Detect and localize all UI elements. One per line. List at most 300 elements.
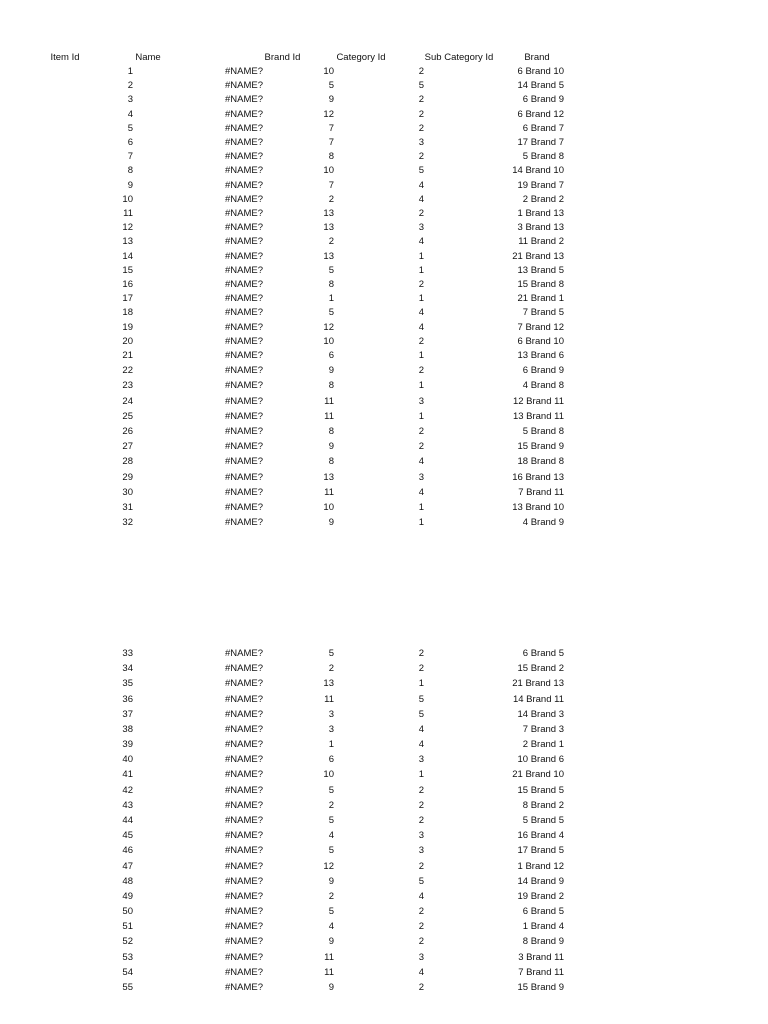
category-id-cell: 3 [418, 951, 424, 963]
table-row [0, 708, 768, 722]
brand-cell: 1 Brand 13 [517, 208, 564, 219]
name-cell: #NAME? [225, 739, 264, 751]
item-id-cell: 52 [122, 936, 133, 948]
category-id-cell: 2 [418, 426, 424, 437]
brand-cell: 18 Brand 8 [517, 456, 564, 468]
brand-cell: 15 Brand 9 [517, 982, 564, 993]
category-id-cell: 4 [418, 193, 424, 205]
category-id-cell: 3 [418, 830, 424, 842]
name-cell: #NAME? [225, 441, 264, 453]
item-id-cell: 25 [122, 410, 133, 422]
name-cell: #NAME? [225, 456, 264, 468]
category-id-cell: 5 [418, 693, 424, 705]
name-cell: #NAME? [225, 80, 264, 92]
table-row [0, 395, 768, 409]
category-id-cell: 4 [418, 723, 424, 735]
name-cell: #NAME? [225, 179, 264, 191]
brand-id-cell: 13 [323, 208, 334, 219]
item-id-cell: 35 [122, 678, 133, 690]
brand-cell: 21 Brand 1 [517, 293, 564, 305]
brand-id-cell: 6 [328, 754, 334, 766]
brand-cell: 2 Brand 1 [522, 739, 564, 751]
brand-cell: 21 Brand 13 [512, 250, 564, 262]
category-id-cell: 1 [418, 264, 424, 276]
name-cell: #NAME? [225, 122, 264, 134]
table-row [0, 108, 768, 122]
item-id-cell: 37 [122, 708, 133, 720]
brand-cell: 8 Brand 2 [522, 799, 564, 811]
category-id-cell: 2 [418, 365, 424, 377]
name-cell: #NAME? [225, 982, 264, 993]
item-id-cell: 28 [122, 456, 133, 468]
brand-id-cell: 2 [328, 799, 334, 811]
brand-cell: 15 Brand 9 [517, 441, 564, 453]
name-cell: #NAME? [225, 936, 264, 948]
category-id-cell: 2 [418, 648, 424, 659]
item-id-cell: 42 [122, 784, 133, 796]
brand-cell: 4 Brand 9 [522, 517, 564, 529]
category-id-cell: 4 [418, 179, 424, 191]
name-cell: #NAME? [225, 350, 264, 361]
table-row [0, 250, 768, 264]
brand-id-cell: 2 [328, 890, 334, 902]
table-row [0, 814, 768, 828]
name-cell: #NAME? [225, 799, 264, 811]
brand-cell: 6 Brand 5 [522, 906, 564, 918]
item-id-cell: 43 [122, 799, 133, 811]
name-cell: #NAME? [225, 648, 264, 659]
table-row [0, 278, 768, 292]
brand-cell: 8 Brand 9 [522, 936, 564, 948]
brand-cell: 17 Brand 5 [517, 845, 564, 857]
item-id-cell: 15 [122, 264, 133, 276]
brand-id-cell: 9 [328, 982, 334, 993]
brand-id-cell: 3 [328, 723, 334, 735]
brand-cell: 21 Brand 10 [512, 769, 564, 781]
category-id-cell: 2 [418, 815, 424, 826]
category-id-cell: 1 [418, 293, 424, 305]
item-id-cell: 7 [127, 151, 133, 163]
category-id-cell: 2 [418, 799, 424, 811]
category-id-cell: 5 [418, 875, 424, 887]
category-id-cell: 2 [418, 921, 424, 933]
brand-id-cell: 9 [328, 517, 334, 529]
table-row [0, 264, 768, 278]
brand-cell: 7 Brand 11 [518, 486, 564, 498]
table-row [0, 193, 768, 207]
table-row [0, 425, 768, 439]
category-id-cell: 1 [418, 678, 424, 690]
category-id-cell: 2 [418, 208, 424, 219]
name-cell: #NAME? [225, 380, 264, 392]
category-id-cell: 2 [418, 94, 424, 106]
brand-id-cell: 8 [328, 279, 334, 290]
name-cell: #NAME? [225, 921, 264, 933]
item-id-cell: 1 [127, 66, 133, 77]
brand-cell: 4 Brand 8 [522, 380, 564, 392]
item-id-cell: 13 [122, 236, 133, 248]
table-row [0, 379, 768, 393]
item-id-cell: 16 [122, 279, 133, 290]
brand-cell: 19 Brand 2 [517, 890, 564, 902]
brand-cell: 14 Brand 10 [512, 165, 564, 177]
category-id-cell: 1 [418, 517, 424, 529]
table-row [0, 799, 768, 813]
name-cell: #NAME? [225, 830, 264, 842]
brand-id-cell: 2 [328, 663, 334, 675]
item-id-cell: 18 [122, 307, 133, 319]
brand-cell: 3 Brand 11 [518, 951, 564, 963]
table-row [0, 335, 768, 349]
item-id-cell: 47 [122, 860, 133, 872]
name-cell: #NAME? [225, 410, 264, 422]
table-row [0, 321, 768, 335]
item-id-cell: 23 [122, 380, 133, 392]
brand-id-cell: 2 [328, 193, 334, 205]
table-row [0, 471, 768, 485]
category-id-cell: 4 [418, 321, 424, 333]
table-row [0, 844, 768, 858]
header-name: Name [135, 52, 161, 63]
item-id-cell: 41 [122, 769, 133, 781]
category-id-cell: 4 [418, 307, 424, 319]
brand-id-cell: 8 [328, 456, 334, 468]
brand-id-cell: 12 [323, 321, 334, 333]
table-row [0, 860, 768, 874]
item-id-cell: 54 [122, 966, 133, 978]
name-cell: #NAME? [225, 307, 264, 319]
brand-id-cell: 3 [328, 708, 334, 720]
item-id-cell: 3 [127, 94, 133, 106]
category-id-cell: 4 [418, 456, 424, 468]
category-id-cell: 1 [418, 410, 424, 422]
brand-id-cell: 8 [328, 426, 334, 437]
brand-id-cell: 10 [323, 769, 334, 781]
brand-cell: 14 Brand 5 [517, 80, 564, 92]
name-cell: #NAME? [225, 723, 264, 735]
name-cell: #NAME? [225, 293, 264, 305]
name-cell: #NAME? [225, 222, 264, 234]
item-id-cell: 49 [122, 890, 133, 902]
name-cell: #NAME? [225, 321, 264, 333]
header-brand: Brand [524, 52, 550, 63]
brand-cell: 13 Brand 5 [517, 264, 564, 276]
name-cell: #NAME? [225, 951, 264, 963]
brand-id-cell: 13 [323, 222, 334, 234]
item-id-cell: 21 [122, 350, 133, 361]
name-cell: #NAME? [225, 165, 264, 177]
brand-cell: 15 Brand 8 [517, 279, 564, 290]
brand-id-cell: 11 [324, 410, 334, 422]
category-id-cell: 2 [418, 906, 424, 918]
brand-cell: 15 Brand 2 [517, 663, 564, 675]
category-id-cell: 3 [418, 222, 424, 234]
brand-cell: 5 Brand 5 [522, 815, 564, 826]
table-row [0, 179, 768, 193]
brand-id-cell: 9 [328, 365, 334, 377]
item-id-cell: 55 [122, 982, 133, 993]
category-id-cell: 2 [418, 936, 424, 948]
brand-id-cell: 6 [328, 350, 334, 361]
category-id-cell: 3 [418, 137, 424, 148]
brand-id-cell: 10 [323, 502, 334, 513]
brand-cell: 7 Brand 12 [517, 321, 564, 333]
item-id-cell: 2 [127, 80, 133, 92]
brand-id-cell: 11 [324, 486, 334, 498]
table-row [0, 905, 768, 919]
table-row [0, 784, 768, 798]
brand-id-cell: 1 [328, 739, 334, 751]
header-item-id: Item Id [50, 52, 80, 63]
brand-id-cell: 7 [328, 122, 334, 134]
brand-cell: 7 Brand 11 [518, 966, 564, 978]
item-id-cell: 44 [122, 815, 133, 826]
item-id-cell: 22 [122, 365, 133, 377]
item-id-cell: 53 [122, 951, 133, 963]
header-row [0, 51, 768, 65]
name-cell: #NAME? [225, 860, 264, 872]
category-id-cell: 4 [418, 236, 424, 248]
item-id-cell: 31 [122, 502, 133, 513]
brand-id-cell: 9 [328, 94, 334, 106]
brand-id-cell: 10 [323, 165, 334, 177]
category-id-cell: 3 [418, 754, 424, 766]
category-id-cell: 1 [418, 769, 424, 781]
name-cell: #NAME? [225, 693, 264, 705]
name-cell: #NAME? [225, 708, 264, 720]
table-row [0, 486, 768, 500]
table-row [0, 306, 768, 320]
table-row [0, 410, 768, 424]
table-row [0, 693, 768, 707]
item-id-cell: 4 [127, 108, 133, 120]
category-id-cell: 2 [418, 982, 424, 993]
name-cell: #NAME? [225, 517, 264, 529]
item-id-cell: 46 [122, 845, 133, 857]
brand-cell: 14 Brand 3 [517, 708, 564, 720]
item-id-cell: 40 [122, 754, 133, 766]
table-row [0, 164, 768, 178]
name-cell: #NAME? [225, 845, 264, 857]
name-cell: #NAME? [225, 502, 264, 513]
table-row [0, 753, 768, 767]
brand-cell: 3 Brand 13 [517, 222, 564, 234]
name-cell: #NAME? [225, 279, 264, 290]
item-id-cell: 19 [122, 321, 133, 333]
category-id-cell: 2 [418, 122, 424, 134]
brand-cell: 6 Brand 7 [522, 122, 564, 134]
name-cell: #NAME? [225, 137, 264, 148]
table-row [0, 738, 768, 752]
table-row [0, 455, 768, 469]
name-cell: #NAME? [225, 208, 264, 219]
item-id-cell: 17 [122, 293, 133, 305]
table-row [0, 890, 768, 904]
item-id-cell: 10 [122, 193, 133, 205]
brand-cell: 5 Brand 8 [522, 426, 564, 437]
brand-cell: 11 Brand 2 [518, 236, 564, 248]
brand-cell: 6 Brand 10 [517, 335, 564, 347]
brand-cell: 10 Brand 6 [517, 754, 564, 766]
category-id-cell: 1 [418, 250, 424, 262]
brand-cell: 19 Brand 7 [517, 179, 564, 191]
header-brand-id: Brand Id [264, 52, 301, 63]
name-cell: #NAME? [225, 193, 264, 205]
brand-id-cell: 11 [324, 693, 334, 705]
item-id-cell: 12 [122, 222, 133, 234]
category-id-cell: 2 [418, 151, 424, 163]
brand-id-cell: 5 [328, 80, 334, 92]
item-id-cell: 32 [122, 517, 133, 529]
brand-cell: 16 Brand 4 [517, 830, 564, 842]
brand-id-cell: 5 [328, 307, 334, 319]
table-row [0, 79, 768, 93]
brand-cell: 13 Brand 10 [512, 502, 564, 513]
name-cell: #NAME? [225, 486, 264, 498]
table-row [0, 951, 768, 965]
name-cell: #NAME? [225, 66, 264, 77]
table-row [0, 136, 768, 150]
table-row [0, 221, 768, 235]
table-row [0, 875, 768, 889]
name-cell: #NAME? [225, 784, 264, 796]
brand-id-cell: 13 [323, 678, 334, 690]
brand-id-cell: 9 [328, 875, 334, 887]
brand-id-cell: 10 [323, 335, 334, 347]
brand-cell: 1 Brand 12 [517, 860, 564, 872]
category-id-cell: 3 [418, 471, 424, 483]
item-id-cell: 48 [122, 875, 133, 887]
category-id-cell: 1 [418, 502, 424, 513]
brand-id-cell: 1 [328, 293, 334, 305]
brand-id-cell: 11 [324, 951, 334, 963]
table-row [0, 501, 768, 515]
brand-id-cell: 7 [328, 179, 334, 191]
item-id-cell: 45 [122, 830, 133, 842]
name-cell: #NAME? [225, 236, 264, 248]
brand-id-cell: 10 [323, 66, 334, 77]
category-id-cell: 2 [418, 66, 424, 77]
item-id-cell: 26 [122, 426, 133, 437]
brand-id-cell: 5 [328, 648, 334, 659]
category-id-cell: 2 [418, 860, 424, 872]
brand-id-cell: 5 [328, 784, 334, 796]
brand-id-cell: 7 [328, 137, 334, 148]
brand-id-cell: 9 [328, 936, 334, 948]
name-cell: #NAME? [225, 663, 264, 675]
brand-cell: 16 Brand 13 [512, 471, 564, 483]
item-id-cell: 29 [122, 471, 133, 483]
item-id-cell: 50 [122, 906, 133, 918]
brand-cell: 2 Brand 2 [522, 193, 564, 205]
brand-id-cell: 8 [328, 380, 334, 392]
brand-id-cell: 5 [328, 264, 334, 276]
category-id-cell: 1 [418, 350, 424, 361]
item-id-cell: 34 [122, 663, 133, 675]
name-cell: #NAME? [225, 754, 264, 766]
category-id-cell: 5 [418, 708, 424, 720]
table-row [0, 829, 768, 843]
category-id-cell: 2 [418, 441, 424, 453]
brand-cell: 17 Brand 7 [517, 137, 564, 148]
name-cell: #NAME? [225, 108, 264, 120]
brand-cell: 1 Brand 4 [522, 921, 564, 933]
brand-cell: 14 Brand 11 [512, 693, 564, 705]
table-row [0, 662, 768, 676]
category-id-cell: 1 [418, 380, 424, 392]
brand-cell: 6 Brand 10 [517, 66, 564, 77]
item-id-cell: 30 [122, 486, 133, 498]
brand-id-cell: 9 [328, 441, 334, 453]
brand-cell: 12 Brand 11 [512, 395, 564, 407]
name-cell: #NAME? [225, 94, 264, 106]
name-cell: #NAME? [225, 875, 264, 887]
table-row [0, 647, 768, 661]
category-id-cell: 3 [418, 845, 424, 857]
brand-id-cell: 5 [328, 845, 334, 857]
name-cell: #NAME? [225, 678, 264, 690]
table-row [0, 723, 768, 737]
brand-id-cell: 4 [328, 830, 334, 842]
name-cell: #NAME? [225, 815, 264, 826]
brand-cell: 14 Brand 9 [517, 875, 564, 887]
table-row [0, 768, 768, 782]
category-id-cell: 4 [418, 966, 424, 978]
category-id-cell: 2 [418, 784, 424, 796]
brand-id-cell: 13 [323, 250, 334, 262]
item-id-cell: 27 [122, 441, 133, 453]
name-cell: #NAME? [225, 151, 264, 163]
name-cell: #NAME? [225, 966, 264, 978]
brand-id-cell: 11 [324, 395, 334, 407]
brand-cell: 21 Brand 13 [512, 678, 564, 690]
item-id-cell: 36 [122, 693, 133, 705]
name-cell: #NAME? [225, 426, 264, 437]
table-row [0, 235, 768, 249]
table-row [0, 364, 768, 378]
category-id-cell: 4 [418, 486, 424, 498]
category-id-cell: 2 [418, 335, 424, 347]
table-row [0, 207, 768, 221]
name-cell: #NAME? [225, 250, 264, 262]
name-cell: #NAME? [225, 365, 264, 377]
name-cell: #NAME? [225, 769, 264, 781]
brand-cell: 15 Brand 5 [517, 784, 564, 796]
table-row [0, 516, 768, 530]
brand-id-cell: 2 [328, 236, 334, 248]
table-row [0, 150, 768, 164]
table-row [0, 122, 768, 136]
item-id-cell: 38 [122, 723, 133, 735]
table-row [0, 440, 768, 454]
name-cell: #NAME? [225, 890, 264, 902]
brand-cell: 13 Brand 11 [512, 410, 564, 422]
brand-cell: 13 Brand 6 [517, 350, 564, 361]
item-id-cell: 9 [127, 179, 133, 191]
brand-cell: 6 Brand 9 [522, 94, 564, 106]
header-category-id: Category Id [336, 52, 386, 63]
category-id-cell: 3 [418, 395, 424, 407]
item-id-cell: 6 [127, 137, 133, 148]
brand-cell: 5 Brand 8 [522, 151, 564, 163]
table-row [0, 966, 768, 980]
table-row [0, 349, 768, 363]
brand-id-cell: 12 [323, 860, 334, 872]
category-id-cell: 5 [418, 165, 424, 177]
name-cell: #NAME? [225, 471, 264, 483]
table-row [0, 920, 768, 934]
brand-id-cell: 11 [324, 966, 334, 978]
